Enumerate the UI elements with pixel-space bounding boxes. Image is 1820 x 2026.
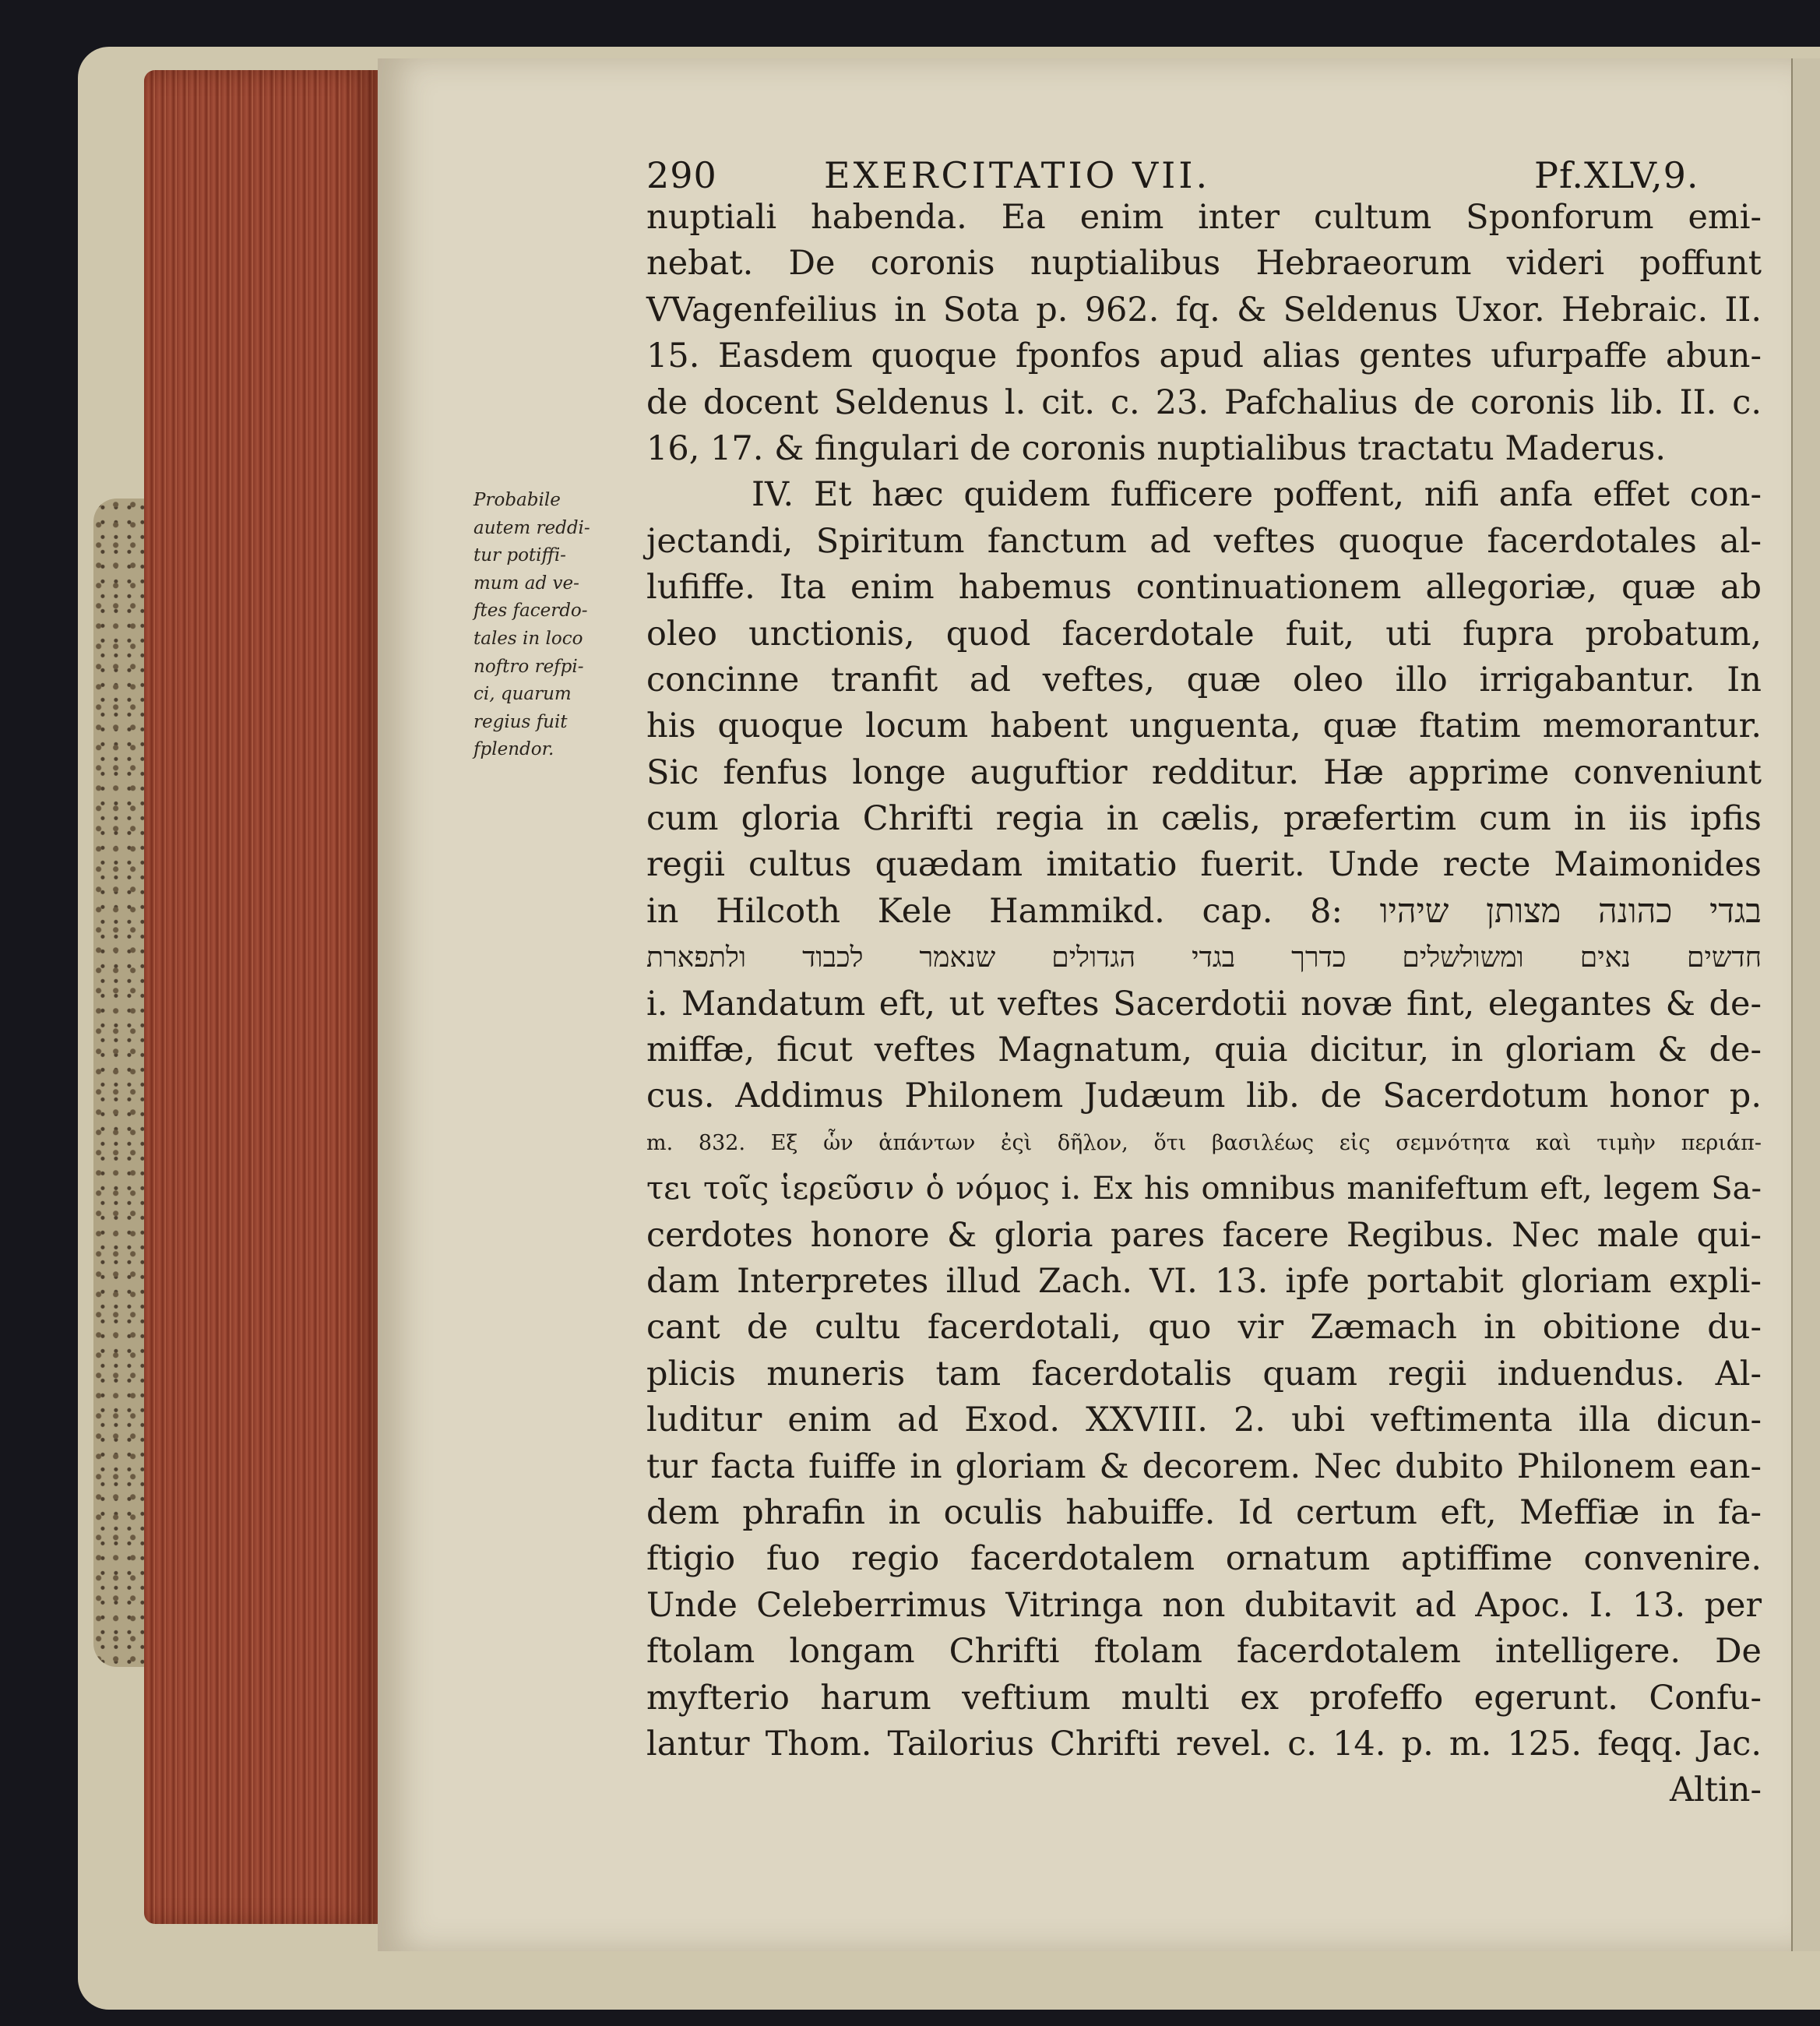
text-line: nebat. De coronis nuptialibus Hebraeorum videri poffunt [646, 244, 1762, 284]
body-text [646, 195, 1762, 1814]
text-line: 15. Easdem quoque fponfos apud alias gentes ufurpaffe abun- [646, 336, 1762, 376]
text-line: ftolam longam Chrifti ftolam facerdotalem intelligere. De [646, 1632, 1762, 1672]
margin-note-line: noftro refpi- [473, 656, 584, 677]
header-title: EXERCITATIO VII. [824, 154, 1211, 196]
text-line: dam Interpretes illud Zach. VI. 13. ipfe portabit gloriam expli- [646, 1261, 1762, 1301]
margin-note-line: autem reddi- [473, 517, 590, 538]
page-edges [144, 70, 378, 1924]
text-line: cant de cultu facerdotali, quo vir Zæmach in obitione du- [646, 1308, 1762, 1348]
margin-note-line: tur potiffi- [473, 545, 566, 566]
catchword: Altin- [1669, 1771, 1762, 1810]
text-line: nuptiali habenda. Ea enim inter cultum Sponforum emi- [646, 198, 1762, 237]
text-line: oleo unctionis, quod facerdotale fuit, uti fupra probatum, [646, 614, 1762, 654]
text-line: tur facta fuiffe in gloriam & decorem. Nec dubito Philonem ean- [646, 1446, 1762, 1486]
text-line: VVagenfeilius in Sota p. 962. fq. & Seldenus Uxor. Hebraic. II. [646, 290, 1762, 329]
page-number: 290 [646, 154, 717, 196]
text-line: jectandi, Spiritum fanctum ad veftes quoque facerdotales al- [646, 521, 1762, 561]
text-line: his quoque locum habent unguenta, quæ ftatim memorantur. [646, 706, 1762, 746]
text-line: Sic fenfus longe auguftior redditur. Hæ apprime conveniunt [646, 752, 1762, 792]
psalm-reference: Pf.XLV,9. [1534, 154, 1699, 196]
margin-note-line: mum ad ve- [473, 573, 579, 594]
text-line: miffæ, ficut veftes Magnatum, quia dicitur, in gloriam & de- [646, 1031, 1762, 1070]
text-line: cum gloria Chrifti regia in cælis, præfertim cum in iis ipfis [646, 799, 1762, 839]
margin-note-line: regius fuit [473, 711, 568, 732]
facing-page-edge [1791, 58, 1820, 1951]
text-line: regii cultus quædam imitatio fuerit. Unde recte Maimonides [646, 845, 1762, 885]
text-line: lantur Thom. Tailorius Chrifti revel. c. 14. p. m. 125. feqq. Jac. [646, 1724, 1762, 1764]
margin-note-line: tales in loco [473, 628, 583, 649]
text-line: dem phrafin in oculis habuiffe. Id certum eft, Meffiæ in fa- [646, 1492, 1762, 1532]
text-line: cerdotes honore & gloria pares facere Regibus. Nec male qui- [646, 1215, 1762, 1255]
text-line: Unde Celeberrimus Vitringa non dubitavit ad Apoc. I. 13. per [646, 1585, 1762, 1625]
text-line: ftigio fuo regio facerdotalem ornatum aptiffime convenire. [646, 1539, 1762, 1579]
text-line: in Hilcoth Kele Hammikd. cap. 8: בגדי כהונה מצותן שיהיו [646, 891, 1762, 931]
margin-note-line: Probabile [473, 490, 561, 510]
text-line: IV. Et hæc quidem fufficere poffent, nifi anfa effet con- [752, 475, 1762, 515]
text-line: i. Mandatum eft, ut veftes Sacerdotii novæ fint, elegantes & de- [646, 984, 1762, 1024]
margin-note-line: fplendor. [473, 739, 554, 760]
text-line: lufiffe. Ita enim habemus continuationem allegoriæ, quæ ab [646, 568, 1762, 608]
text-line: τει τοῖς ἱερεῦσιν ὁ νόμος i. Ex his omnibus manifeftum eft, legem Sa- [646, 1171, 1762, 1207]
hebrew-line: חדשים נאים ומשולשלים כדרך בגדי הגדולים שנאמר לכבוד ולתפארת [646, 942, 1762, 974]
margin-note-line: ci, quarum [473, 684, 572, 705]
text-line: concinne tranfit ad veftes, quæ oleo illo irrigabantur. In [646, 660, 1762, 699]
text-line: myfterio harum veftium multi ex profeffo egerunt. Confu- [646, 1678, 1762, 1718]
margin-note [473, 487, 637, 764]
text-line: luditur enim ad Exod. XXVIII. 2. ubi veftimenta illa dicun- [646, 1401, 1762, 1440]
text-line: 16, 17. & fingulari de coronis nuptialibus tractatu Maderus. [646, 428, 1667, 468]
text-line: cus. Addimus Philonem Judæum lib. de Sacerdotum honor p. [646, 1076, 1762, 1116]
text-line: plicis muneris tam facerdotalis quam regii induendus. Al- [646, 1354, 1762, 1394]
text-line: de docent Seldenus l. cit. c. 23. Pafchalius de coronis lib. II. c. [646, 382, 1762, 422]
greek-line: m. 832. Εξ ὧν ἁπάντων ἐςὶ δῆλον, ὅτι βασιλέως εἰς σεμνότητα καὶ τιμὴν περιάπ- [646, 1130, 1762, 1155]
margin-note-line: ftes facerdo- [473, 601, 588, 622]
